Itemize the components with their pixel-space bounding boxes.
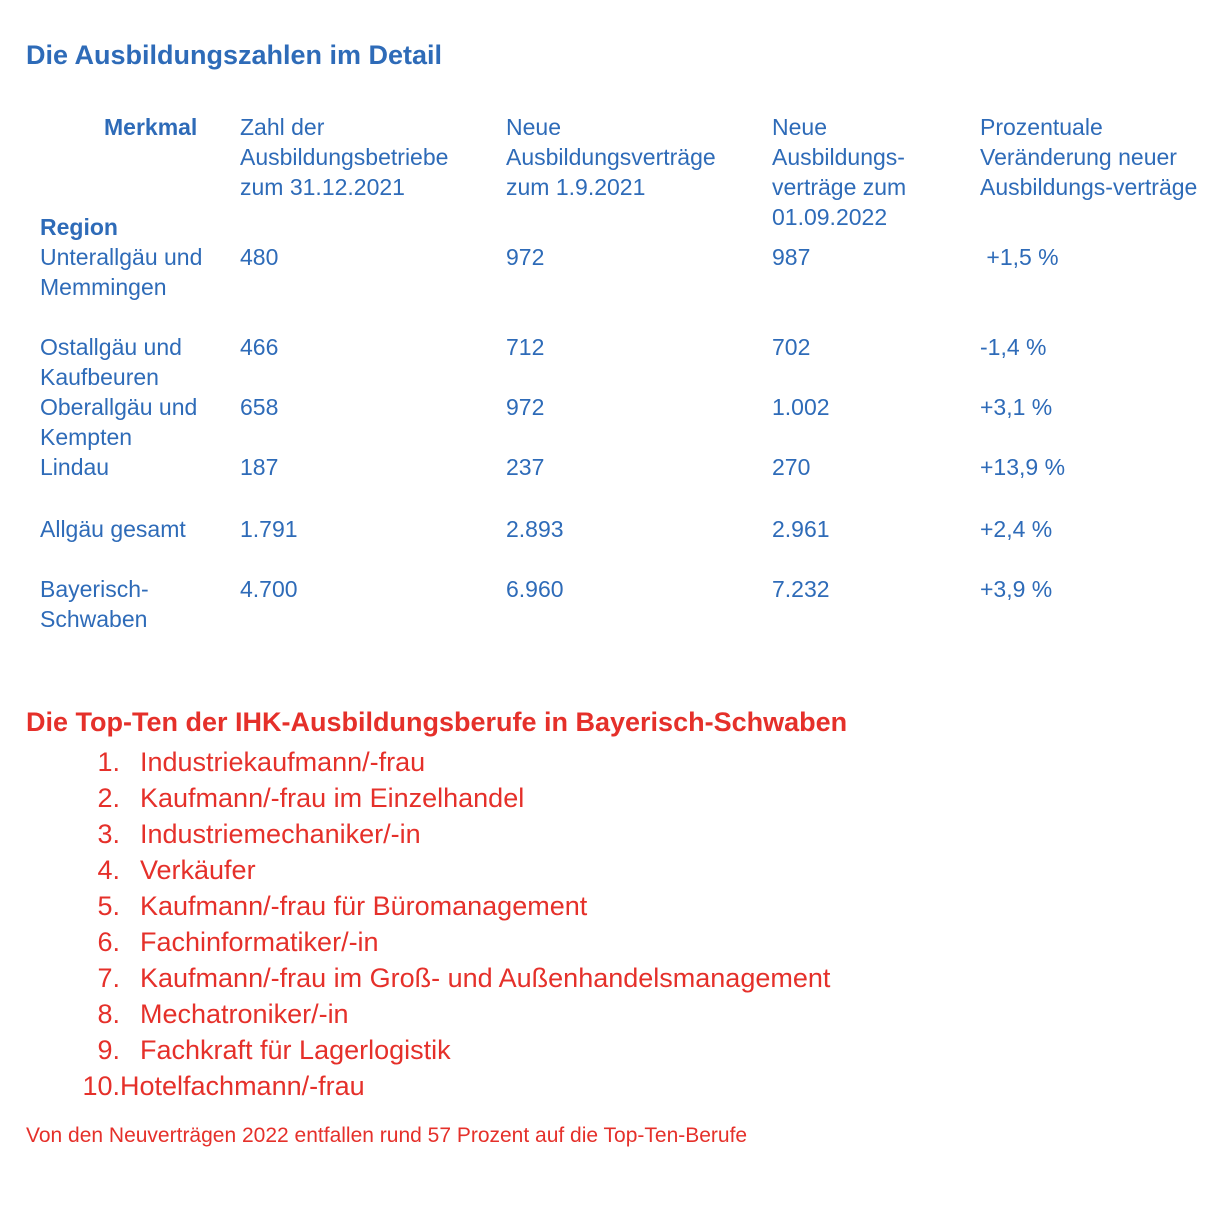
topten-list xyxy=(70,744,830,1104)
row-vertraege-2021: 2.893 xyxy=(506,516,564,542)
list-item-label: Kaufmann/-frau im Groß- und Außenhandelsmanagement xyxy=(140,963,831,993)
row-betriebe: 1.791 xyxy=(240,516,298,542)
row-vertraege-2022: 7.232 xyxy=(772,576,830,602)
row-vertraege-2022: 702 xyxy=(772,334,811,360)
list-item-label: Fachinformatiker/-in xyxy=(140,927,379,957)
list-item xyxy=(70,780,830,816)
list-item xyxy=(70,888,830,924)
row-veraenderung: +13,9 % xyxy=(980,454,1066,480)
list-item xyxy=(70,996,830,1032)
list-item-label: Hotelfachmann/-frau xyxy=(120,1071,365,1101)
row-region: Lindau xyxy=(40,454,110,480)
row-region: Oberallgäu und Kempten xyxy=(40,394,198,450)
header-veraenderung: Prozentuale Veränderung neuer Ausbildungs-verträge xyxy=(980,114,1198,200)
row-vertraege-2022: 1.002 xyxy=(772,394,830,420)
list-item xyxy=(70,744,830,780)
row-region: Unterallgäu und Memmingen xyxy=(40,244,203,300)
header-merkmal: Merkmal xyxy=(104,114,198,140)
row-betriebe: 4.700 xyxy=(240,576,298,602)
row-betriebe: 466 xyxy=(240,334,279,360)
list-item xyxy=(70,960,830,996)
row-veraenderung: +3,1 % xyxy=(980,394,1053,420)
row-vertraege-2022: 270 xyxy=(772,454,811,480)
list-item-label: Kaufmann/-frau für Büromanagement xyxy=(140,891,588,921)
list-item-label: Mechatroniker/-in xyxy=(140,999,349,1029)
footnote: Von den Neuverträgen 2022 entfallen rund 57 Prozent auf die Top-Ten-Berufe xyxy=(26,1124,748,1147)
header-betriebe: Zahl der Ausbildungsbetriebe zum 31.12.2021 xyxy=(240,114,449,200)
list-item xyxy=(70,1032,830,1068)
list-item xyxy=(70,1068,830,1104)
list-item xyxy=(70,924,830,960)
row-vertraege-2021: 6.960 xyxy=(506,576,564,602)
row-region: Bayerisch-Schwaben xyxy=(40,576,149,632)
row-veraenderung: -1,4 % xyxy=(980,334,1047,360)
row-vertraege-2022: 987 xyxy=(772,244,811,270)
section-title-ausbildungszahlen: Die Ausbildungszahlen im Detail xyxy=(26,40,443,70)
list-item-label: Fachkraft für Lagerlogistik xyxy=(140,1035,451,1065)
row-vertraege-2021: 972 xyxy=(506,394,545,420)
row-region: Ostallgäu und Kaufbeuren xyxy=(40,334,182,390)
row-vertraege-2021: 972 xyxy=(506,244,545,270)
header-vertraege-2021: Neue Ausbildungsverträge zum 1.9.2021 xyxy=(506,114,716,200)
list-item-label: Verkäufer xyxy=(140,855,256,885)
list-item-number: 3. xyxy=(97,819,120,849)
list-item-number: 7. xyxy=(97,963,120,993)
list-item xyxy=(70,852,830,888)
row-veraenderung: +1,5 % xyxy=(980,244,1059,270)
row-betriebe: 658 xyxy=(240,394,279,420)
list-item-label: Kaufmann/-frau im Einzelhandel xyxy=(140,783,525,813)
list-item-number: 2. xyxy=(97,783,120,813)
list-item-number: 6. xyxy=(97,927,120,957)
row-veraenderung: +2,4 % xyxy=(980,516,1053,542)
row-vertraege-2021: 712 xyxy=(506,334,545,360)
list-item-number: 10. xyxy=(82,1071,120,1101)
header-region: Region xyxy=(40,214,118,240)
list-item xyxy=(70,816,830,852)
section-title-topten: Die Top-Ten der IHK-Ausbildungsberufe in Bayerisch-Schwaben xyxy=(26,707,848,737)
list-item-number: 8. xyxy=(97,999,120,1029)
list-item-number: 9. xyxy=(97,1035,120,1065)
list-item-label: Industriemechaniker/-in xyxy=(140,819,421,849)
row-veraenderung: +3,9 % xyxy=(980,576,1053,602)
row-vertraege-2021: 237 xyxy=(506,454,545,480)
row-vertraege-2022: 2.961 xyxy=(772,516,830,542)
list-item-number: 5. xyxy=(97,891,120,921)
list-item-number: 4. xyxy=(97,855,120,885)
list-item-label: Industriekaufmann/-frau xyxy=(140,747,426,777)
row-region: Allgäu gesamt xyxy=(40,516,186,542)
header-vertraege-2022: Neue Ausbildungs-verträge zum 01.09.2022 xyxy=(772,114,907,230)
row-betriebe: 187 xyxy=(240,454,279,480)
list-item-number: 1. xyxy=(97,747,120,777)
row-betriebe: 480 xyxy=(240,244,279,270)
